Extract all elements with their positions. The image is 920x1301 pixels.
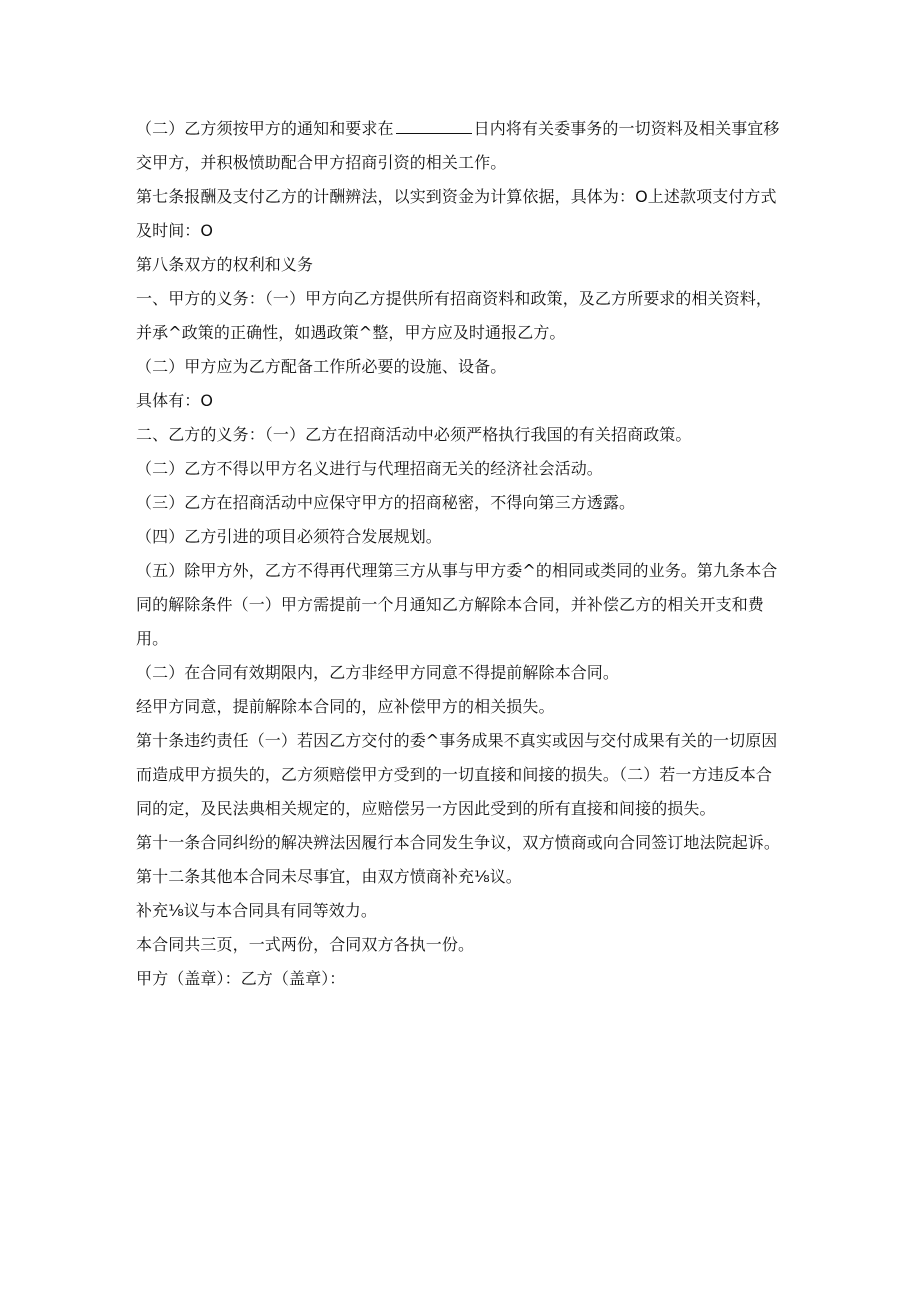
paragraph-text-after-blank: 日内将有关委事务的一切资料及相关事宜移交甲方，并积极愤助配合甲方招商引资的相关工作。	[136, 119, 780, 172]
paragraph-details: 具体有：O	[136, 391, 214, 410]
paragraph-clause-12: 第十二条其他本合同未尽事宜，由双方愤商补充⅛议。	[136, 867, 522, 886]
paragraph-clause-7: 第七条报酬及支付乙方的计酬辨法，以实到资金为计算依据，具体为：O上述款项支付方式及时间：O	[136, 187, 777, 240]
paragraph-party-b-duty-2: （二）乙方不得以甲方名义进行与代理招商无关的经济社会活动。	[136, 459, 603, 478]
paragraph-party-b-duty-3: （三）乙方在招商活动中应保守甲方的招商秘密，不得向第三方透露。	[136, 493, 636, 512]
fill-in-blank	[396, 119, 472, 134]
paragraph-party-a-duty-1: 一、甲方的义务：（一）甲方向乙方提供所有招商资料和政策，及乙方所要求的相关资料，并承^政策的正确性，如遇政策^整，甲方应及时通报乙方。	[136, 289, 773, 342]
paragraph-party-b-duty-1: 二、乙方的义务：（一）乙方在招商活动中必须严格执行我国的有关招商政策。	[136, 425, 692, 444]
paragraph-party-b-duty-5: （五）除甲方外，乙方不得再代理第三方从事与甲方委^的相同或类同的业务。第九条本合同的解除条件（一）甲方需提前一个月通知乙方解除本合同，并补偿乙方的相关开支和费用。	[136, 561, 778, 648]
paragraph-clause-8-title: 第八条双方的权利和义务	[136, 255, 314, 274]
paragraph-party-a-duty-2: （二）甲方应为乙方配备工作所必要的设施、设备。	[136, 357, 507, 376]
paragraph-clause-11: 第十一条合同纠纷的解决辨法因履行本合同发生争议，双方愤商或向合同签订地法院起诉。	[136, 833, 781, 852]
paragraph-text-before-blank: （二）乙方须按甲方的通知和要求在	[136, 119, 394, 138]
paragraph-clause-10: 第十条违约责任（一）若因乙方交付的委^事务成果不真实或因与交付成果有关的一切原因而造成甲方损失的，乙方须赔偿甲方受到的一切直接和间接的损失。（二）若一方违反本合同的定，及民法典相关规定的，应赔偿另一方因此受到的所有直接和间接的损失。	[136, 731, 778, 818]
paragraph-supplement: 补充⅛议与本合同具有同等效力。	[136, 901, 378, 920]
paragraph-party-b-duty-4: （四）乙方引进的项目必须符合发展规划。	[136, 527, 442, 546]
paragraph-termination-compensation: 经甲方同意，提前解除本合同的，应补偿甲方的相关损失。	[136, 697, 555, 716]
paragraph-copies: 本合同共三页，一式两份，合同双方各执一份。	[136, 935, 475, 954]
paragraph-termination-2: （二）在合同有效期限内，乙方非经甲方同意不得提前解除本合同。	[136, 663, 620, 682]
document-page	[136, 112, 788, 996]
paragraph-signatures: 甲方（盖章）：乙方（盖章）：	[136, 969, 346, 988]
paragraph-clause-6-2	[136, 112, 788, 180]
